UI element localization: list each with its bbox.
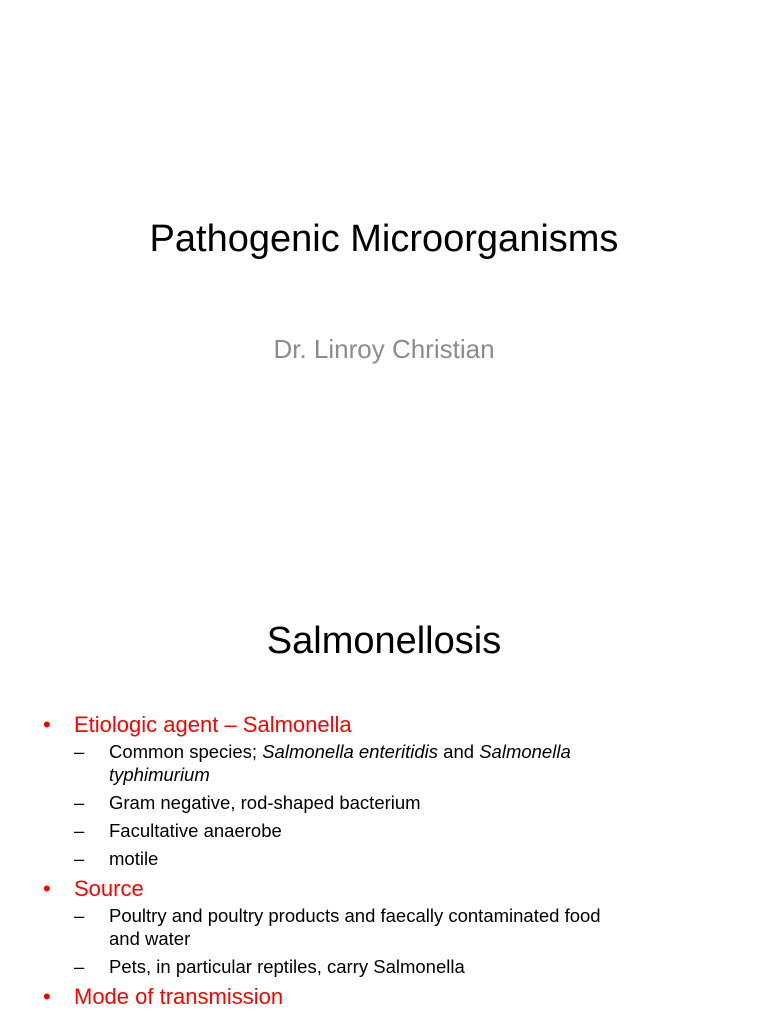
bullet-heading-etiologic-agent xyxy=(40,711,740,739)
bullet-icon: • xyxy=(43,984,51,1009)
italic-species-name: typhimurium xyxy=(109,764,210,785)
sub-bullet-common-species xyxy=(40,740,740,786)
bullet-icon: • xyxy=(43,712,51,737)
sub-bullet-line: Poultry and poultry products and faecally contaminated food xyxy=(109,905,601,926)
text-run: and xyxy=(438,741,480,762)
content-slide xyxy=(0,576,768,1024)
italic-species-name: Salmonella xyxy=(479,741,571,762)
sub-bullet-poultry xyxy=(40,904,740,950)
slide-title: Pathogenic Microorganisms xyxy=(149,218,619,260)
dash-icon: – xyxy=(74,905,85,926)
bullet-heading-mode-of-transmission xyxy=(40,983,740,1011)
sub-bullet-pets xyxy=(40,955,740,978)
sub-bullet-line xyxy=(109,740,740,763)
heading-text: Etiologic agent – Salmonella xyxy=(74,712,352,737)
italic-species-name: Salmonella enteritidis xyxy=(262,741,439,762)
dash-icon: – xyxy=(74,848,85,869)
text-run: Common species; xyxy=(109,741,263,762)
bullet-list xyxy=(40,709,740,1012)
dash-icon: – xyxy=(74,956,85,977)
heading-text: Mode of transmission xyxy=(74,984,284,1009)
dash-icon: – xyxy=(74,792,85,813)
bullet-icon: • xyxy=(43,876,51,901)
sub-bullet-line: and water xyxy=(109,928,191,949)
slide-subtitle-author: Dr. Linroy Christian xyxy=(273,334,495,364)
heading-text: Source xyxy=(74,876,144,901)
dash-icon: – xyxy=(74,741,85,762)
slide-title: Salmonellosis xyxy=(266,620,502,662)
sub-bullet-text: Pets, in particular reptiles, carry Salmonella xyxy=(109,956,465,977)
sub-bullet-text: Facultative anaerobe xyxy=(109,820,282,841)
sub-bullet-facultative-anaerobe xyxy=(40,819,740,842)
bullet-heading-source xyxy=(40,875,740,903)
sub-bullet-gram-negative xyxy=(40,791,740,814)
sub-bullet-text: motile xyxy=(109,848,159,869)
sub-bullet-motile xyxy=(40,847,740,870)
sub-bullet-text: Gram negative, rod-shaped bacterium xyxy=(109,792,421,813)
dash-icon: – xyxy=(74,820,85,841)
